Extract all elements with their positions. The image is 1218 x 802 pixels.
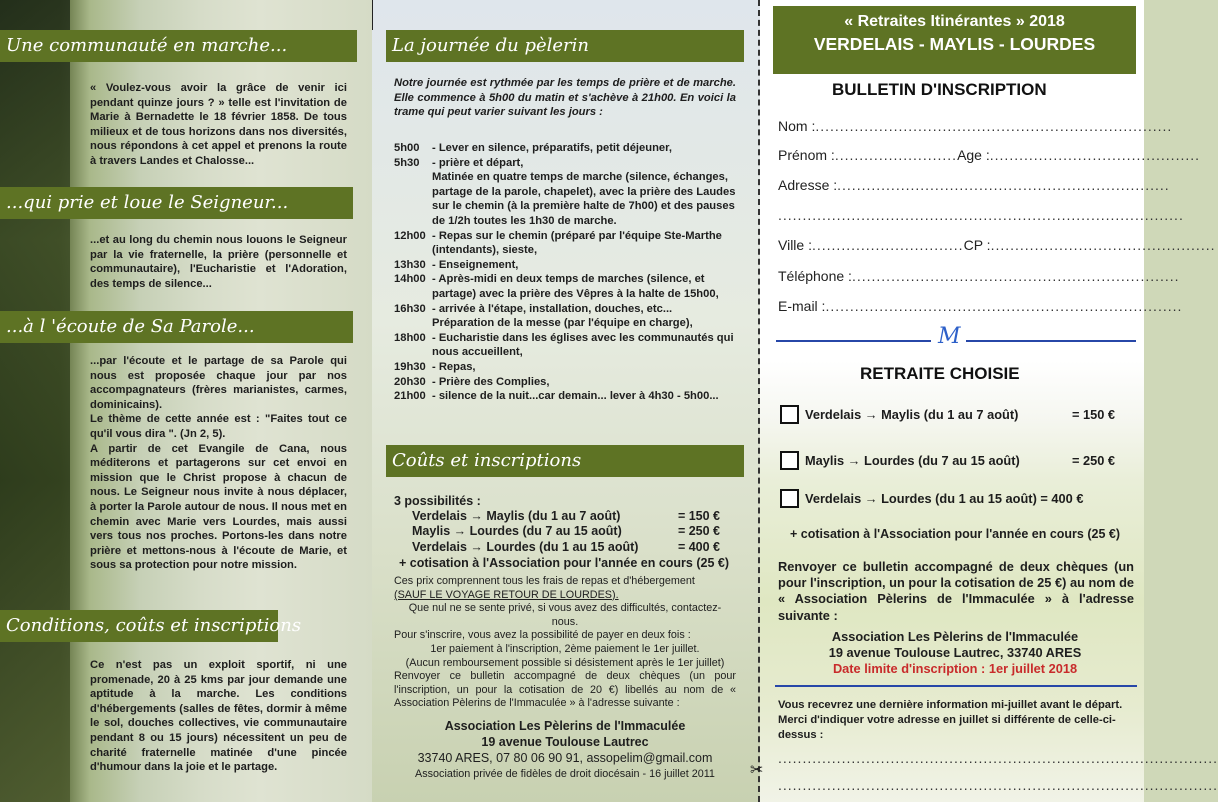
header-title: « Retraites Itinérantes » 2018 [844, 13, 1065, 30]
schedule-row [394, 360, 739, 375]
price-amount: = 250 € [677, 524, 720, 539]
option-checkbox[interactable] [780, 451, 799, 470]
couts-info [394, 575, 736, 711]
retraite-option[interactable] [780, 405, 1115, 424]
assoc-legal: Association privée de fidèles de droit diocésain - 16 juillet 2011 [415, 768, 715, 780]
schedule-text: - Enseignement, [432, 258, 519, 271]
schedule-time [394, 316, 432, 331]
payer-text: Pour s'inscrire, vous avez la possibilité de payer en deux fois : [394, 629, 691, 642]
right-cotisation: + cotisation à l'Association pour l'année en cours (25 €) [790, 527, 1120, 541]
section-text-parole [90, 354, 347, 573]
schedule-time [394, 170, 432, 228]
july-address-line-1[interactable]: .......................................................................................... [778, 750, 1218, 766]
cotisation-line: + cotisation à l'Association pour l'année en cours (25 €) [399, 556, 729, 571]
schedule-text: - prière et départ, [432, 156, 524, 169]
cp-label: CP : [963, 237, 991, 253]
adresse-label: Adresse : [778, 177, 838, 193]
possibilities-label: 3 possibilités : [394, 494, 481, 508]
section-title-communaute: Une communauté en marche... [0, 30, 357, 62]
header-route: VERDELAIS - MAYLIS - LOURDES [813, 34, 1096, 54]
deadline-text: Date limite d'inscription : 1er juillet 2018 [832, 661, 1078, 676]
schedule-row [394, 258, 739, 273]
prive-text: Que nul ne se sente privé, si vous avez des difficultés, contactez-nous. [408, 602, 722, 628]
option-label: Verdelais → Maylis (du 1 au 7 août) [805, 407, 1019, 422]
cut-line [758, 0, 760, 802]
schedule-text: - arrivée à l'étape, installation, douches, etc... [432, 302, 673, 315]
schedule-time: 12h00 [394, 229, 426, 242]
field-adresse-2[interactable]: ................................................................................... [778, 207, 1184, 223]
marian-m-logo: M [938, 324, 961, 349]
right-assoc-address: 19 avenue Toulouse Lautrec, 33740 ARES [828, 645, 1082, 660]
schedule-row [394, 331, 739, 360]
telephone-label: Téléphone : [778, 268, 852, 284]
price-row [412, 509, 720, 525]
right-assoc-block [776, 629, 1134, 677]
schedule-row [394, 156, 739, 171]
separator-left [776, 340, 931, 342]
info-text: Vous recevrez une dernière information mi-juillet avant le départ. Merci d'indiquer votre adresse en juillet si différente de celle-ci-dessus : [778, 699, 1123, 741]
bulletin-title: BULLETIN D'INSCRIPTION [832, 80, 1047, 99]
schedule-text: - Prière des Complies, [432, 375, 550, 388]
fold-mark [372, 0, 373, 30]
parole-para-2: Le thème de cette année est : "Faites tout ce qu'il vous dira ". (Jn 2, 5). [90, 413, 347, 440]
retraite-option[interactable] [780, 489, 1115, 508]
section-title-conditions: Conditions, coûts et inscriptions [0, 610, 278, 642]
schedule-time: 18h00 [394, 331, 426, 344]
section-title-parole: ...à l 'écoute de Sa Parole... [0, 311, 353, 343]
option-label: Maylis → Lourdes (du 7 au 15 août) [805, 453, 1020, 468]
july-address-line-2[interactable]: .......................................................................................... [778, 777, 1218, 793]
price-list [394, 509, 734, 556]
tree-trunk-image [0, 0, 70, 802]
section-text-communaute: « Voulez-vous avoir la grâce de venir ici pendant quinze jours ? » telle est l'invitation de Marie à Bernadette le 18 février 1858. De tous milieux et de tous horizons dans nos diversités, nous répondons à cet appel et prenons la route à travers Landes et Chalosse... [90, 82, 347, 167]
assoc-contact: 33740 ARES, 07 80 06 90 91, assopelim@gmail.com [417, 751, 713, 765]
section-text-prie: ...et au long du chemin nous louons le Seigneur par la vie fraternelle, la prière (personnelle et communautaire), l'Eucharistie et l'Adoration, des temps de silence... [90, 234, 347, 290]
schedule-text: - Repas, [432, 360, 476, 373]
schedule-row [394, 302, 739, 317]
schedule-time: 19h30 [394, 360, 426, 373]
schedule-list [394, 141, 739, 404]
field-telephone[interactable]: Téléphone :................................................................... [778, 268, 1180, 284]
section-title-couts: Coûts et inscriptions [386, 445, 744, 477]
nom-label: Nom : [778, 118, 816, 134]
price-amount: = 400 € [677, 539, 720, 554]
field-email[interactable]: E-mail :......................................................................... [778, 298, 1183, 314]
right-assoc-name: Association Les Pèlerins de l'Immaculée [831, 629, 1079, 644]
schedule-time: 5h00 [394, 142, 420, 154]
option-label: Verdelais → Lourdes (du 1 au 15 août) = 400 € [805, 491, 1084, 506]
schedule-text: Matinée en quatre temps de marche (silence, échanges, partage de la parole, chapelet), avec la prière des Laudes sur le chemin (à la première halte de 7h00) et des pauses de 1/2h toutes les 1h30 de marche. [432, 171, 736, 227]
price-route: Verdelais → Lourdes (du 1 au 15 août) [412, 539, 639, 554]
schedule-row [394, 375, 739, 390]
scissors-icon: ✂ [750, 762, 764, 779]
renvoyer-text: Renvoyer ce bulletin accompagné de deux chèques (un pour l'inscription, un pour la cotisation de 20 €) libellés au nom de « Association Pèlerins de l'Immaculée » à l'adresse suivante : [394, 670, 736, 710]
assoc-street: 19 avenue Toulouse Lautrec [481, 735, 649, 749]
header-box [773, 6, 1136, 74]
retraite-title: RETRAITE CHOISIE [860, 364, 1020, 383]
retraite-option[interactable] [780, 451, 1115, 470]
age-label: Age : [957, 147, 990, 163]
field-nom[interactable]: Nom :......................................................................... [778, 118, 1173, 134]
assoc-block [394, 718, 736, 782]
schedule-time: 5h30 [394, 156, 420, 169]
schedule-text: - Repas sur le chemin (préparé par l'équipe Ste-Marthe (intendants), sieste, [432, 229, 722, 257]
price-row [412, 540, 720, 556]
schedule-row [394, 141, 739, 156]
prenom-label: Prénom : [778, 147, 835, 163]
journee-intro: Notre journée est rythmée par les temps de prière et de marche. Elle commence à 5h00 du matin et s'achève à 21h00. En voici la trame qui peut varier suivant les jours : [394, 77, 736, 119]
section-text-conditions: Ce n'est pas un exploit sportif, ni une promenade, 20 à 25 kms par jour demande une aptitude à la marche. Les conditions d'hébergements (salles de fêtes, dormir à même le sol, douches collectives, vie communautaire pendant 8 ou 15 jours) nécessitent un peu de charité fraternelle matinée d'une pincée d'humour dans la joie et le partage. [90, 659, 347, 774]
schedule-time: 13h30 [394, 258, 426, 271]
schedule-text: - silence de la nuit...car demain... lever à 4h30 - 5h00... [432, 390, 719, 403]
section-title-prie: ...qui prie et loue le Seigneur... [0, 187, 353, 219]
remboursement-text: (Aucun remboursement possible si désistement après le 1er juillet) [405, 656, 725, 669]
schedule-time: 14h00 [394, 273, 426, 286]
schedule-row [394, 229, 739, 258]
field-prenom-age[interactable]: Prénom :.........................Age :........................................... [778, 147, 1201, 163]
field-adresse[interactable]: Adresse :.................................................................... [778, 177, 1170, 193]
separator-right [966, 340, 1136, 342]
price-route: Verdelais → Maylis (du 1 au 7 août) [412, 508, 621, 523]
schedule-row [394, 170, 739, 228]
option-checkbox[interactable] [780, 489, 799, 508]
right-renvoyer: Renvoyer ce bulletin accompagné de deux chèques (un pour l'inscription, un pour la cotisation de 25 €) au nom de « Association Pèlerins de l'Immaculée » à l'adresse suivante : [778, 559, 1134, 623]
parole-para-1: ...par l'écoute et le partage de sa Parole qui nous est proposée chaque jour par nos accompagnateurs (frères marianistes, carmes, dominicains). [90, 355, 347, 411]
parole-para-3: A partir de cet Evangile de Cana, nous méditerons et partagerons sur cet envoi en mission que le Christ propose à chacun de nous. Le Seigneur nous invite à nous déplacer, à porter la Parole autour de nous. Il nous met en chemin avec Marie vers Lourdes, mais aussi vers tous nos proches. Portons-les dans notre prière et mettons-nous à l'écoute de Marie, et sous sa protection pour notre mission. [90, 442, 347, 572]
frais-text: Ces prix comprennent tous les frais de repas et d'hébergement [394, 575, 695, 587]
option-checkbox[interactable] [780, 405, 799, 424]
schedule-row [394, 272, 739, 301]
price-route: Maylis → Lourdes (du 7 au 15 août) [412, 524, 622, 539]
price-amount: = 150 € [677, 508, 720, 523]
schedule-text: - Eucharistie dans les églises avec les communautés qui nous accueillent, [432, 331, 734, 359]
schedule-row [394, 316, 739, 331]
couts-block [394, 494, 734, 571]
paiements-text: 1er paiement à l'inscription, 2ème paiement le 1er juillet. [430, 642, 700, 655]
schedule-time: 20h30 [394, 375, 426, 388]
schedule-text: - Après-midi en deux temps de marches (silence, et partage) avec la prière des Vêpres à la halte de 15h00, [432, 273, 719, 300]
ville-label: Ville : [778, 237, 812, 253]
option-price: = 250 € [1071, 453, 1115, 468]
section-title-journee: La journée du pèlerin [386, 30, 744, 62]
bottom-separator [775, 685, 1137, 687]
schedule-text: - Lever en silence, préparatifs, petit déjeuner, [432, 142, 672, 154]
sauf-text: (SAUF LE VOYAGE RETOUR DE LOURDES). [394, 588, 619, 601]
field-ville-cp[interactable]: Ville :...............................CP :.............................................. [778, 237, 1216, 253]
schedule-text: Préparation de la messe (par l'équipe en charge), [432, 317, 693, 330]
assoc-name: Association Les Pèlerins de l'Immaculée [444, 719, 686, 733]
price-row [412, 524, 720, 540]
option-price: = 150 € [1071, 407, 1115, 422]
schedule-time: 16h30 [394, 302, 426, 315]
schedule-row [394, 389, 739, 404]
schedule-time: 21h00 [394, 390, 426, 403]
email-label: E-mail : [778, 298, 826, 314]
